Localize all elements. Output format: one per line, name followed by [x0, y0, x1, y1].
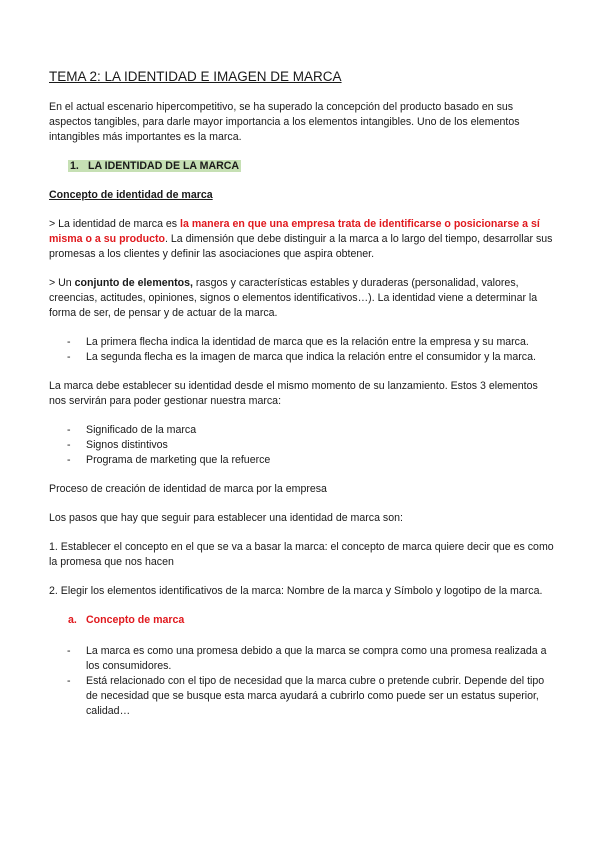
- list-item-text: La marca es como una promesa debido a que la marca se compra como una promesa realizada a los consumidores.: [86, 645, 547, 672]
- subsection-number: a.: [68, 614, 77, 626]
- dash-bullet: -: [67, 454, 71, 466]
- definition-post: . La dimensión que debe distinguir a la marca a lo largo del tiempo, desarrollar sus promesas a los clientes y definir las asociaciones que aspira obtener.: [49, 233, 553, 260]
- list-item: [49, 423, 554, 438]
- list-item-text: La primera flecha indica la identidad de marca que es la relación entre la empresa y su marca.: [86, 336, 529, 348]
- dash-bullet: -: [67, 336, 71, 348]
- section-heading-highlight: [68, 160, 241, 172]
- step-2-paragraph: 2. Elegir los elementos identificativos de la marca: Nombre de la marca y Símbolo y logotipo de la marca.: [49, 585, 543, 597]
- list-item: [49, 335, 554, 350]
- elements-post: rasgos y características estables y duraderas (personalidad, valores, creencias, actitudes, opiniones, signos o elementos identificativos…). La identidad viene a determinar la forma de ser, de pensar y de actuar de la marca.: [49, 277, 538, 319]
- elements-paragraph: [49, 276, 554, 321]
- definition-pre: > La identidad de marca es: [49, 218, 181, 230]
- list-item-text: La segunda flecha es la imagen de marca que indica la relación entre el consumidor y la marca.: [86, 351, 536, 363]
- list-item: [49, 644, 554, 674]
- dash-bullet: -: [67, 439, 71, 451]
- document-title: TEMA 2: LA IDENTIDAD E IMAGEN DE MARCA: [49, 69, 342, 84]
- arrows-list: [49, 335, 554, 365]
- list-item: [49, 438, 554, 453]
- list-item-text: Programa de marketing que la refuerce: [86, 454, 271, 466]
- subsection-heading: [68, 613, 554, 628]
- dash-bullet: -: [67, 351, 71, 363]
- concept-heading: Concepto de identidad de marca: [49, 189, 213, 201]
- elements-pre: > Un: [49, 277, 75, 289]
- list-item: [49, 350, 554, 365]
- section-label: LA IDENTIDAD DE LA MARCA: [88, 160, 240, 172]
- intro-paragraph: En el actual escenario hipercompetitivo, se ha superado la concepción del producto basado en sus aspectos tangibles, para darle mayor importancia a los elementos intangibles. Uno de los elementos intangibles más importantes es la marca.: [49, 101, 520, 143]
- concept-list: [49, 644, 554, 719]
- dash-bullet: -: [67, 675, 71, 687]
- elements-list: [49, 423, 554, 468]
- launch-paragraph: La marca debe establecer su identidad desde el mismo momento de su lanzamiento. Estos 3 elementos nos servirán para poder gestionar nuestra marca:: [49, 380, 538, 407]
- step-1-paragraph: 1. Establecer el concepto en el que se va a basar la marca: el concepto de marca quiere decir que es como la promesa que nos hacen: [49, 541, 554, 568]
- list-item: [49, 453, 554, 468]
- dash-bullet: -: [67, 424, 71, 436]
- list-item: [49, 674, 554, 719]
- steps-intro-paragraph: Los pasos que hay que seguir para establecer una identidad de marca son:: [49, 512, 403, 524]
- definition-paragraph: [49, 217, 554, 262]
- section-number: 1.: [70, 160, 79, 172]
- section-heading: [68, 159, 554, 174]
- subsection-label: Concepto de marca: [86, 614, 185, 626]
- process-paragraph: Proceso de creación de identidad de marca por la empresa: [49, 483, 327, 495]
- definition-highlight: la manera en que una empresa trata de identificarse o posicionarse a sí misma o a su producto: [49, 218, 540, 245]
- document-page: [49, 68, 554, 733]
- list-item-text: Está relacionado con el tipo de necesidad que la marca cubre o pretende cubrir. Depende del tipo de necesidad que se busque esta marca ayudará a cubrirlo como puede ser un estatus superior, calidad…: [86, 675, 545, 717]
- list-item-text: Signos distintivos: [86, 439, 168, 451]
- list-item-text: Significado de la marca: [86, 424, 197, 436]
- dash-bullet: -: [67, 645, 71, 657]
- elements-bold: conjunto de elementos,: [74, 277, 193, 289]
